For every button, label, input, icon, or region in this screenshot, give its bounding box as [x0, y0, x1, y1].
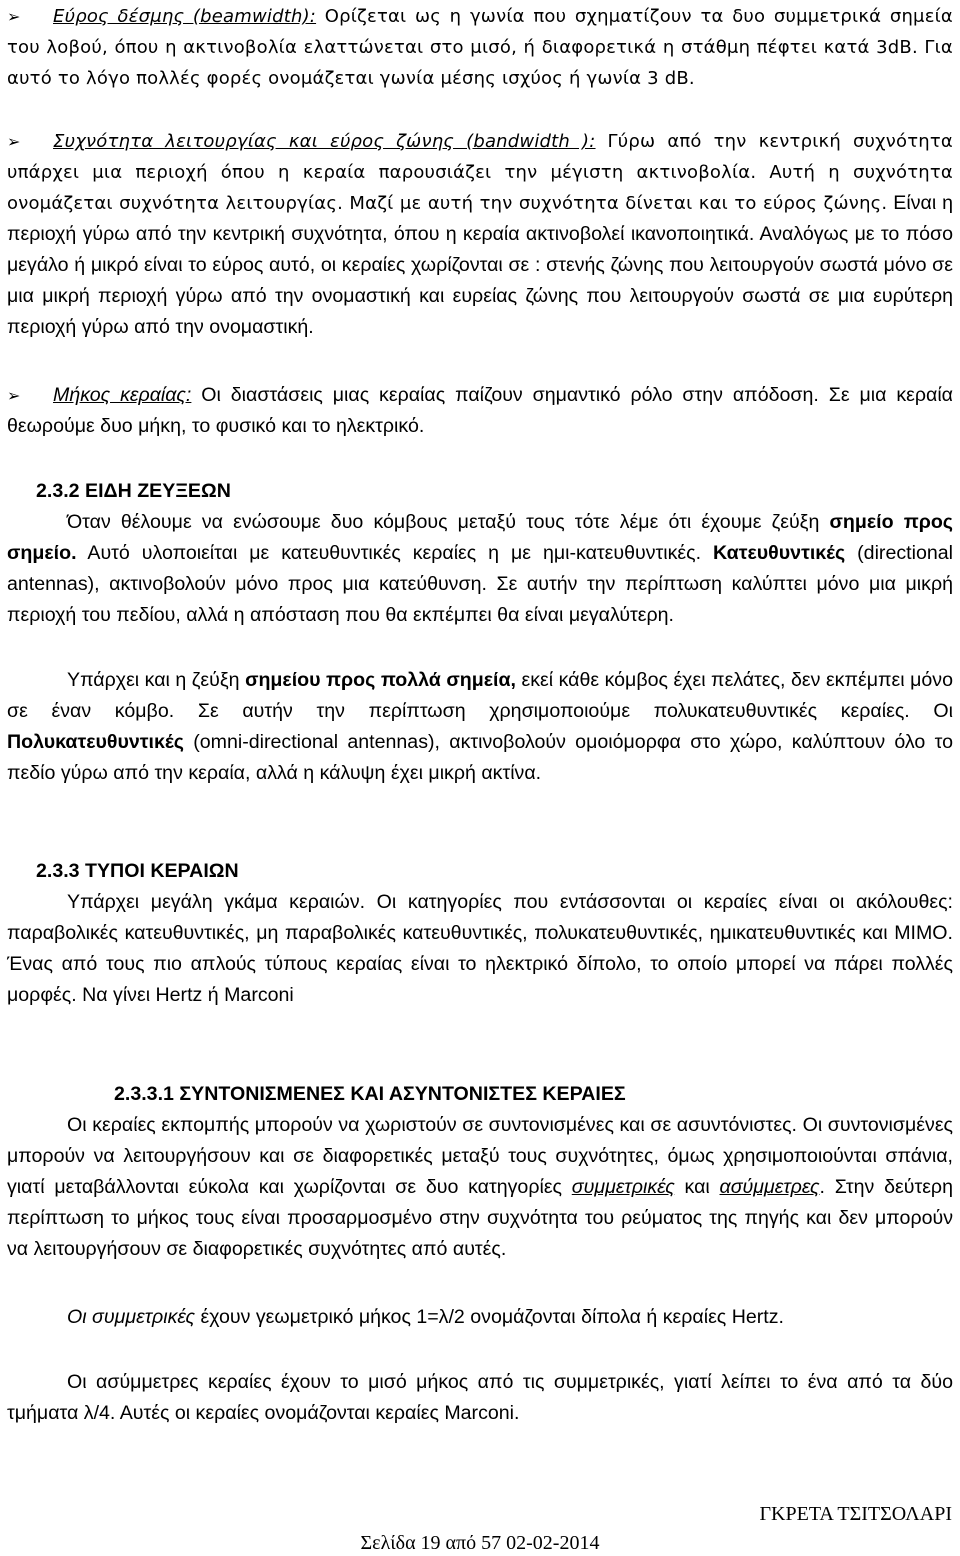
section-heading-2-3-3-1: 2.3.3.1 ΣΥΝΤΟΝΙΣΜΕΝΕΣ ΚΑΙ ΑΣΥΝΤΟΝΙΣΤΕΣ ΚΕΡΑΙΕΣ [114, 1083, 626, 1105]
paragraph: Οι συμμετρικές έχουν γεωμετρικό μήκος 1=λ/2 ονομάζονται δίπολα ή κεραίες Hertz. [67, 1306, 784, 1328]
paragraph: Υπάρχει και η ζεύξη σημείου προς πολλά σημεία, εκεί κάθε κόμβος έχει πελάτες, δεν εκπέμπει μόνο σε έναν κόμβο. Σε αυτήν την περίπτωση χρησιμοποιούμε πολυκατευθυντικές κεραίες. Οι Πολυκατευθυντικές (omni-directional antennas), ακτινοβολούν ομοιόμορφα στο χώρο, καλύπτουν όλο το πεδίο γύρω από την κεραία, αλλά η κάλυψη έχει μικρή ακτίνα. [7, 669, 954, 784]
paragraph: Οι ασύμμετρες κεραίες έχουν το μισό μήκος από τις συμμετρικές, γιατί λείπει το ένα από τα δύο τμήματα λ/4. Αυτές οι κεραίες ονομάζονται κεραίες Marconi. [7, 1371, 953, 1424]
section-heading-2-3-2: 2.3.2 ΕΙΔΗ ΖΕΥΞΕΩΝ [36, 480, 231, 502]
paragraph: Οι κεραίες εκπομπής μπορούν να χωριστούν σε συντονισμένες και σε ασυντόνιστες. Οι συντονισμένες μπορούν να λειτουργήσουν και σε διαφορετικές μεταξύ τους συχνότητες, όμως χρησιμοποιούνται σπάνια, γιατί μεταβάλλονται εύκολα και χωρίζονται σε δυο κατηγορίες συμμετρικές και ασύμμετρες. Στην δεύτερη περίπτωση το μήκος τους είναι προσαρμοσμένο στην συχνότητα του ρεύματος της πηγής και δεν μπορούν να λειτουργήσουν σε διαφορετικές συχνότητες από αυτές. [7, 1114, 953, 1260]
bullet-text: Ορίζεται ως η γωνία που σχηματίζουν τα δυο συμμετρικά σημεία του λοβού, όπου η ακτινοβολία ελαττώνεται στο μισό, ή διαφορετικά η στάθμη πέφτει κατά 3dB. Για αυτό το λόγο πολλές φορές ονομάζεται γωνία μέσης ισχύος ή γωνία 3 dB. [7, 6, 953, 89]
bullet-beamwidth [7, 1, 953, 94]
footer-page-number: Σελίδα 19 από 57 02-02-2014 [360, 1532, 600, 1554]
bullet-term: Συχνότητα λειτουργίας και εύρος ζώνης (bandwidth ): [53, 131, 596, 152]
bullet-text-continued: Είναι η περιοχή γύρω από την κεντρική συχνότητα, όπου η κεραία ακτινοβολεί ικανοποιητικά. Αναλόγως με το πόσο μεγάλο ή μικρό είναι το εύρος αυτό, οι κεραίες χωρίζονται σε : στενής ζώνης που λειτουργούν σωστά μόνο σε μια μικρή περιοχή γύρω από την ονομαστική και ευρείας ζώνης που λειτουργούν σωστά σε μια ευρύτερη περιοχή γύρω από την ονομαστική. [7, 192, 953, 338]
paragraph: Όταν θέλουμε να ενώσουμε δυο κόμβους μεταξύ τους τότε λέμε ότι έχουμε ζεύξη σημείο προς σημείο. Αυτό υλοποιείται με κατευθυντικές κεραίες η με ημι-κατευθυντικές. Κατευθυντικές (directional antennas), ακτινοβολούν μόνο προς μια κατεύθυνση. Σε αυτήν την περίπτωση καλύπτει μόνο μια μικρή περιοχή του πεδίου, αλλά η απόσταση που θα εκπέμπει θα είναι μεγαλύτερη. [7, 511, 953, 626]
arrow-bullet-icon: ➢ [7, 132, 21, 151]
paragraph: Υπάρχει μεγάλη γκάμα κεραιών. Οι κατηγορίες που εντάσσονται οι κεραίες είναι οι ακόλουθες: παραβολικές κατευθυντικές, μη παραβολικές κατευθυντικές, πολυκατευθυντικές, ημικατευθυντικές και MIMO. Ένας από τους πιο απλούς τύπους κεραίας είναι το ηλεκτρικό δίπολο, το οποίο μπορεί να πάρει πολλές μορφές. Να γίνει Hertz ή Marconi [7, 891, 953, 1006]
arrow-bullet-icon: ➢ [7, 386, 21, 405]
section-heading-2-3-3: 2.3.3 ΤΥΠΟΙ ΚΕΡΑΙΩΝ [36, 860, 239, 882]
footer-author: ΓΚΡΕΤΑ ΤΣΙΤΣΟΛΑΡΙ [759, 1503, 952, 1525]
arrow-bullet-icon: ➢ [7, 7, 21, 26]
bullet-term: Εύρος δέσμης (beamwidth): [53, 6, 317, 27]
bullet-antenna-length [7, 380, 953, 442]
bullet-text: Οι διαστάσεις μιας κεραίας παίζουν σημαντικό ρόλο στην απόδοση. Σε μια κεραία θεωρούμε δυο μήκη, το φυσικό και το ηλεκτρικό. [7, 384, 954, 437]
bullet-term: Μήκος κεραίας: [53, 384, 192, 406]
bullet-text: Γύρω από την κεντρική συχνότητα υπάρχει μια περιοχή όπου η κεραία παρουσιάζει την μέγιστη ακτινοβολία. Αυτή η συχνότητα ονομάζεται συχνότητα λειτουργίας. Μαζί με αυτή την συχνότητα δίνεται και το εύρος ζώνης. [7, 131, 953, 214]
bullet-bandwidth [7, 126, 953, 343]
